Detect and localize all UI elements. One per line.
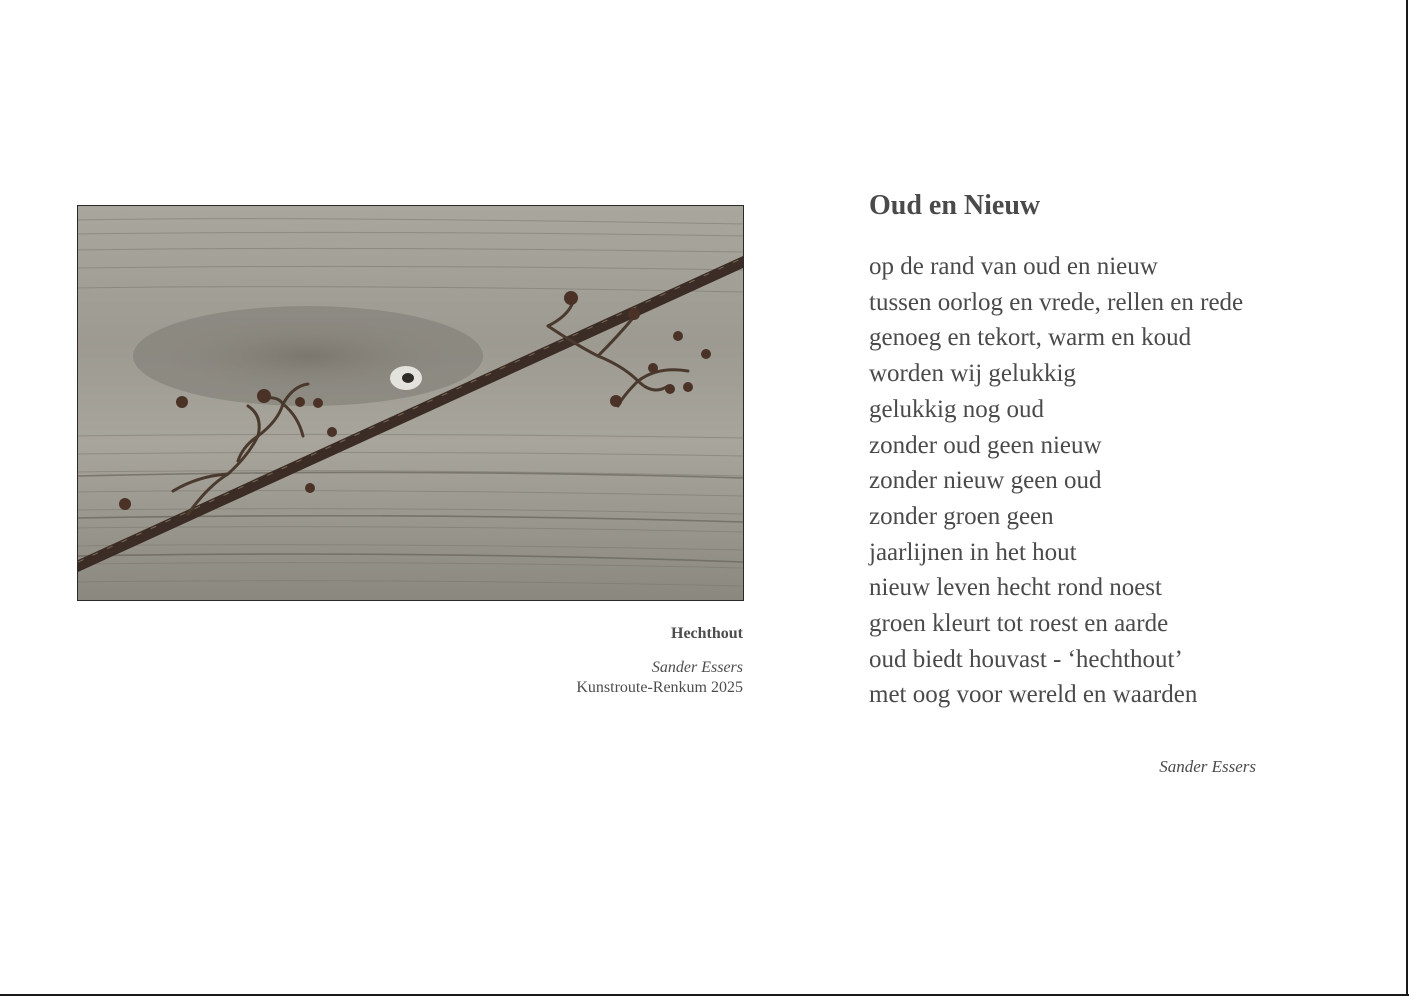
poem-body [869, 249, 1243, 713]
poem-line: nieuw leven hecht rond noest [869, 574, 1162, 602]
photo-hechthout [77, 205, 744, 601]
caption-author: Sander Essers [651, 659, 743, 676]
poem-line: genoeg en tekort, warm en koud [869, 324, 1192, 352]
caption-event: Kunstroute-Renkum 2025 [576, 679, 743, 696]
poem-line: met oog voor wereld en waarden [869, 681, 1198, 709]
page-edge-right [1406, 0, 1408, 996]
poem-title: Oud en Nieuw [869, 190, 1041, 221]
poem-line: worden wij gelukkig [869, 360, 1076, 388]
poem-line: zonder groen geen [869, 502, 1054, 530]
poem-author: Sander Essers [1159, 757, 1256, 776]
poem-line: groen kleurt tot roest en aarde [869, 610, 1169, 638]
caption-title: Hechthout [671, 625, 743, 642]
knot-hole-center [402, 373, 414, 383]
poem-line: zonder nieuw geen oud [869, 467, 1102, 495]
photo-image [78, 206, 743, 600]
poem-line: oud biedt houvast - ‘hechthout’ [869, 645, 1183, 673]
poem-line: op de rand van oud en nieuw [869, 253, 1158, 280]
poem-line: zonder oud geen nieuw [869, 431, 1102, 459]
poem-line: tussen oorlog en vrede, rellen en rede [869, 288, 1244, 316]
poem-line: jaarlijnen in het hout [869, 538, 1077, 566]
poem-line: gelukkig nog oud [869, 395, 1044, 423]
